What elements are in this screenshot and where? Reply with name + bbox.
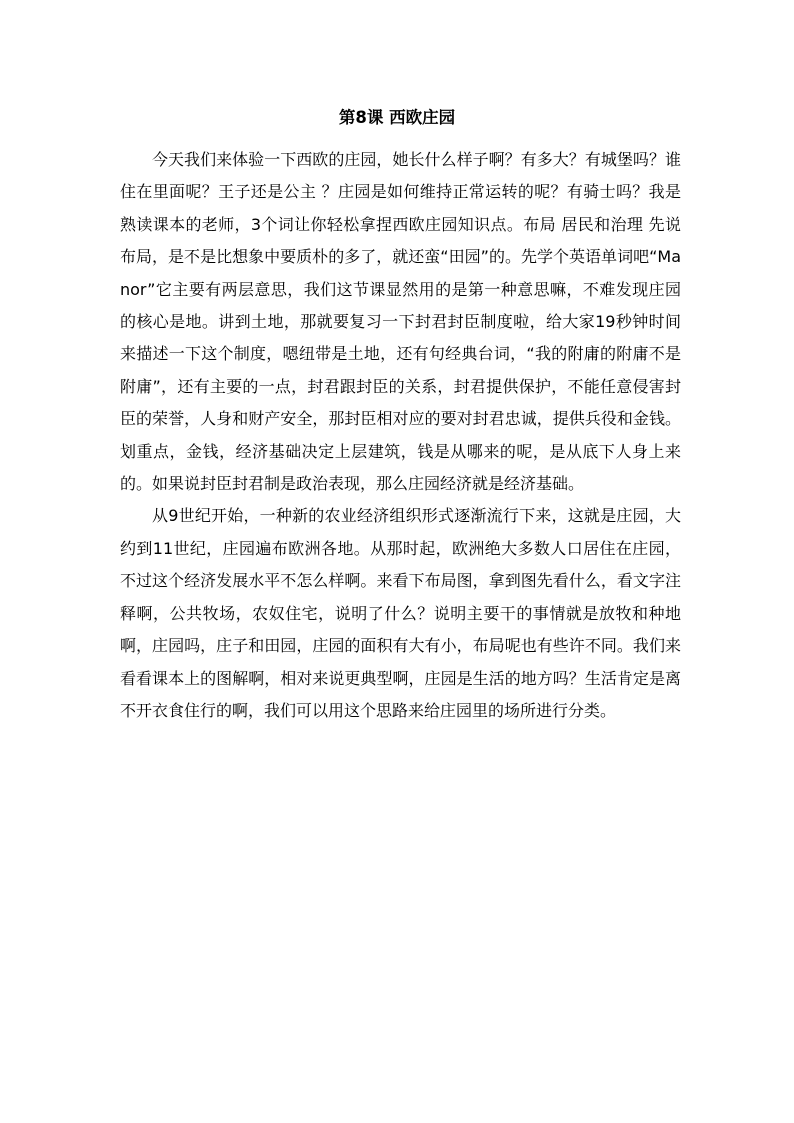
paragraph-1: 今天我们来体验一下西欧的庄园，她长什么样子啊？有多大？有城堡吗？谁住在里面呢？王子还是公主 ？庄园是如何维持正常运转的呢？有骑士吗？我是熟读课本的老师，3个词让你轻松拿捏西欧庄园知识点。布局 居民和治理 先说布局，是不是比想象中要质朴的多了，就还蛮“田园”的。先学个英语单词吧“Manor”它主要有两层意思，我们这节课显然用的是第一种意思嘛，不难发现庄园的核心是地。讲到土地，那就要复习一下封君封臣制度啦，给大家19秒钟时间来描述一下这个制度，嗯纽带是土地，还有句经典台词，“我的附庸的附庸不是附庸”，还有主要的一点，封君跟封臣的关系，封君提供保护，不能任意侵害封臣的荣誉，人身和财产安全，那封臣相对应的要对封君忠诚，提供兵役和金钱。划重点，金钱，经济基础决定上层建筑，钱是从哪来的呢，是从底下人身上来的。如果说封臣封君制是政治表现，那么庄园经济就是经济基础。 (120, 150, 681, 494)
paragraph-2: 从9世纪开始，一种新的农业经济组织形式逐渐流行下来，这就是庄园，大约到11世纪，庄园遍布欧洲各地。从那时起，欧洲绝大多数人口居住在庄园，不过这个经济发展水平不怎么样啊。来看下布局图，拿到图先看什么，看文字注释啊，公共牧场，农奴住宅，说明了什么？说明主要干的事情就是放牧和种地啊，庄园吗，庄子和田园，庄园的面积有大有小，布局呢也有些许不同。我们来看看课本上的图解啊，相对来说更典型啊，庄园是生活的地方吗？生活肯定是离不开衣食住行的啊，我们可以用这个思路来给庄园里的场所进行分类。 (120, 506, 681, 720)
document-body (120, 144, 681, 727)
page-title: 第8课 西欧庄园 (338, 108, 456, 127)
